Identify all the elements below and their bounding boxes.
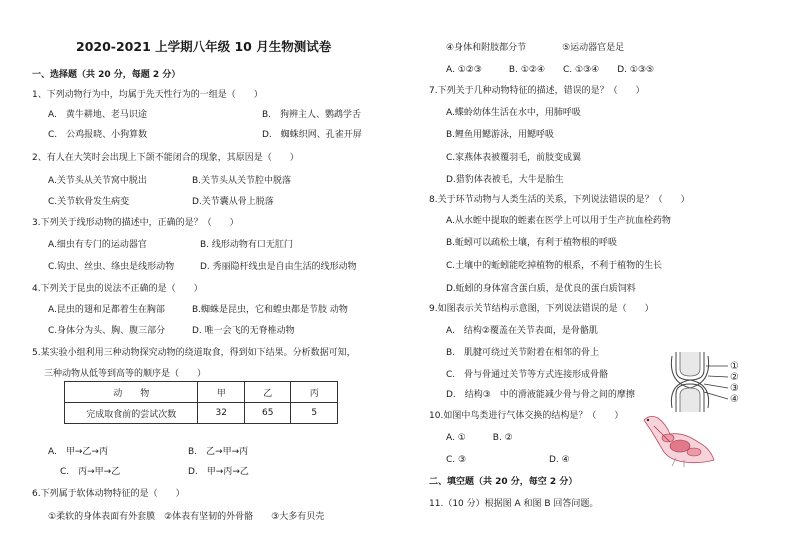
q6-statements-continued: ④身体和附肢都分节 ⑤运动器官是足 [446,43,625,53]
q6-stem: 6.下列属于软体动物特征的是（ ） [32,489,185,499]
q7-stem: 7.下列关于几种动物特征的描述，错误的是？（ ） [429,86,645,96]
q7-option-c: C.家燕体表被覆羽毛，前肢变成翼 [446,153,582,163]
q1-option-b: B. 狗辨主人、鹦鹉学舌 [262,110,362,120]
section-heading-fill: 二、填空题（共 20 分，每空 2 分） [429,477,578,487]
table-cell: 完成取食前的尝试次数 [65,403,198,424]
q8-option-b: B.蚯蚓可以疏松土壤，有利于植物根的呼吸 [446,238,618,248]
q1-stem: 1、下列动物行为中，均属于先天性行为的一组是（ ） [32,90,263,100]
q6-statements: ①柔软的身体表面有外套膜 ②体表有坚韧的外骨骼 ③大多有贝壳 [48,512,325,522]
q7-option-d: D.猎豹体表被毛，大牛是胎生 [446,175,564,185]
joint-label-2: ② [730,372,739,383]
q6-choices: A. ①②③ B. ①②④ C. ①③④ D. ①③⑤ [446,65,655,75]
table-header-cell: 丙 [291,382,338,403]
q3-option-a: A.细虫有专门的运动器官 [48,240,147,250]
q8-stem: 8.关于环节动物与人类生活的关系，下列说法错误的是？（ ） [429,195,690,205]
q2-option-c: C.关节软骨发生病变 [48,197,130,207]
q9-stem: 9.如图表示关节结构示意图，下列说法错误的是（ ） [429,304,654,314]
q9-option-a: A. 结构②覆盖在关节表面，是骨骼肌 [446,326,598,336]
q1-option-c: C. 公鸡报晓、小狗算数 [48,130,148,140]
joint-label-1: ① [730,361,739,372]
q3-option-d: D. 秀丽隐杆线虫是自由生活的线形动物 [200,262,357,272]
table-header-cell: 乙 [244,382,291,403]
q10-stem: 10.如图中鸟类进行气体交换的结构是？（ ） [429,411,624,421]
q9-option-d: D. 结构③ 中的滑液能减少骨与骨之间的摩擦 [446,390,635,400]
q5-data-table [64,381,338,424]
table-cell: 32 [198,403,245,424]
q4-option-d: D. 唯一会飞的无脊椎动物 [192,326,295,336]
table-header-row [65,382,338,403]
q8-option-d: D.蚯蚓的身体富含蛋白质，是优良的蛋白质饲料 [446,284,636,294]
q7-option-a: A.蝶蛉幼体生活在水中，用肺呼吸 [446,108,581,118]
q3-stem: 3.下列关于线形动物的描述中，正确的是？（ ） [32,218,239,228]
q9-option-c: C. 骨与骨通过关节等方式连接形成骨骼 [446,370,609,380]
q2-stem: 2、有人在大笑时会出现上下颌不能闭合的现象，其原因是（ ） [32,153,299,163]
q5-option-d: D. 甲→丙→乙 [188,467,249,477]
q10-option-d: D. ④ [549,455,570,465]
q9-option-b: B. 肌腱可绕过关节附着在相邻的骨上 [446,348,600,358]
q10-option-ab: A. ① B. ② [446,433,513,443]
q5-stem-line2: 三种动物从低等到高等的顺序是（ ） [44,369,207,379]
q8-option-c: C.土壤中的蚯蚓能吃掉植物的根系，不利于植物的生长 [446,261,663,271]
joint-diagram [668,352,760,414]
q4-stem: 4.下列关于昆虫的说法不正确的是（ ） [32,284,203,294]
q7-option-b: B.鲤鱼用鳃游泳，用鳃呼吸 [446,130,555,140]
joint-label-3: ③ [730,383,739,394]
q5-option-a: A. 甲→乙→丙 [48,447,108,457]
joint-label-4: ④ [730,394,739,405]
q5-option-c: C. 丙→甲→乙 [60,467,121,477]
q10-option-c: C. ③ [446,455,467,465]
q4-option-a: A.昆虫的翅和足都着生在胸部 [48,305,165,315]
q5-option-b: B. 乙→甲→丙 [188,447,249,457]
page-title: 2020-2021 上学期八年级 10 月生物测试卷 [76,39,332,54]
q5-stem-line1: 5.某实验小组利用三种动物探究动物的绕道取食，得到如下结果。分析数据可知， [32,348,356,358]
q4-option-b: B.蜘蛛是昆虫，它和蝗虫都是节肢 动物 [192,305,348,315]
q1-option-a: A. 黄牛耕地、老马识途 [48,110,147,120]
q4-option-c: C.身体分为头、胸、腹三部分 [48,326,166,336]
table-cell: 5 [291,403,338,424]
table-cell: 65 [244,403,291,424]
q1-option-d: D. 蜘蛛织网、孔雀开屏 [262,130,362,140]
q3-option-c: C.钩虫、丝虫、绦虫是线形动物 [48,262,175,272]
q8-option-a: A.从水蛭中提取的蛭素在医学上可以用于生产抗血栓药物 [446,216,671,226]
bird-respiratory-diagram [640,412,718,468]
q3-option-b: B. 线形动物有口无肛门 [200,240,293,250]
q11-stem: 11.（10 分）根据图 A 和图 B 回答问题。 [429,499,599,509]
table-header-cell: 甲 [198,382,245,403]
q2-option-d: D.关节囊从骨上脱落 [192,197,274,207]
q2-option-b: B.关节头从关节腔中脱落 [192,176,292,186]
table-row [65,403,338,424]
table-header-cell: 动 物 [65,382,198,403]
section-heading-choice: 一、选择题（共 20 分，每题 2 分） [32,70,181,80]
q2-option-a: A.关节头从关节窝中脱出 [48,176,147,186]
